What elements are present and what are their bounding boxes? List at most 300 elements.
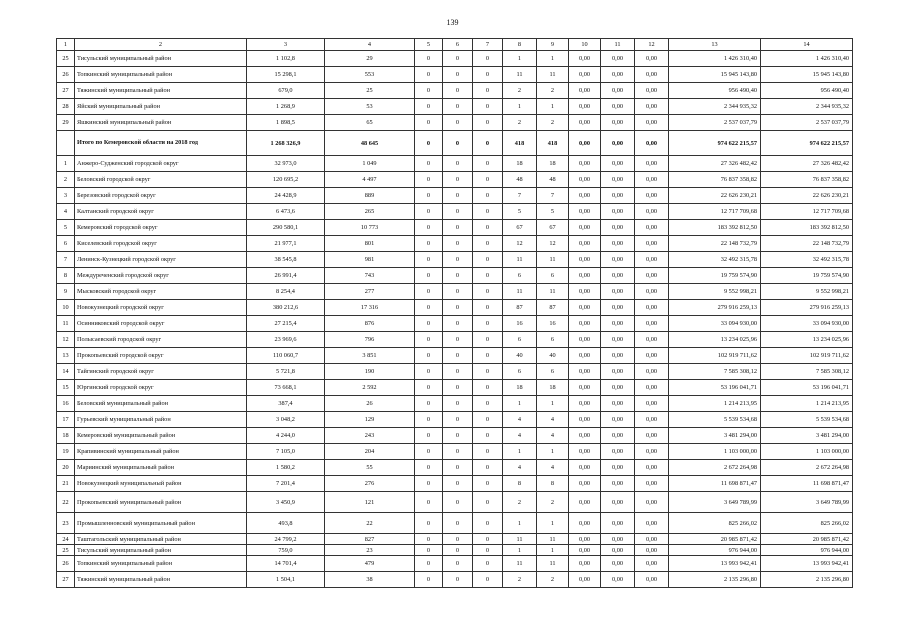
col-6-cell: 0 [443, 428, 473, 444]
col-10-cell: 0,00 [569, 300, 601, 316]
district-name-cell: Юргинский городской округ [75, 380, 247, 396]
district-name-cell: Яйский муниципальный район [75, 99, 247, 115]
col-12-cell: 0,00 [635, 51, 669, 67]
col-8-cell: 18 [503, 380, 537, 396]
col-14-cell: 974 622 215,57 [761, 131, 853, 156]
col-10-cell: 0,00 [569, 236, 601, 252]
header-cell: 13 [669, 39, 761, 51]
col-5-cell: 0 [415, 364, 443, 380]
col-11-cell: 0,00 [601, 204, 635, 220]
col-13-cell: 53 196 041,71 [669, 380, 761, 396]
col-7-cell: 0 [473, 572, 503, 588]
col-4-cell: 277 [325, 284, 415, 300]
row-number-cell: 11 [57, 316, 75, 332]
col-8-cell: 6 [503, 364, 537, 380]
col-7-cell: 0 [473, 513, 503, 534]
col-7-cell: 0 [473, 300, 503, 316]
col-8-cell: 1 [503, 51, 537, 67]
col-13-cell: 7 585 308,12 [669, 364, 761, 380]
col-3-cell: 23 969,6 [247, 332, 325, 348]
col-3-cell: 32 973,0 [247, 156, 325, 172]
table-row [57, 364, 853, 380]
col-5-cell: 0 [415, 534, 443, 545]
table-row [57, 545, 853, 556]
row-number-cell: 8 [57, 268, 75, 284]
col-9-cell: 1 [537, 396, 569, 412]
col-8-cell: 2 [503, 83, 537, 99]
col-14-cell: 19 759 574,90 [761, 268, 853, 284]
col-11-cell: 0,00 [601, 513, 635, 534]
col-10-cell: 0,00 [569, 51, 601, 67]
col-5-cell: 0 [415, 396, 443, 412]
row-number-cell: 29 [57, 115, 75, 131]
col-14-cell: 279 916 259,13 [761, 300, 853, 316]
col-9-cell: 11 [537, 534, 569, 545]
col-6-cell: 0 [443, 204, 473, 220]
col-7-cell: 0 [473, 83, 503, 99]
col-6-cell: 0 [443, 534, 473, 545]
col-8-cell: 1 [503, 545, 537, 556]
col-6-cell: 0 [443, 188, 473, 204]
col-11-cell: 0,00 [601, 380, 635, 396]
col-12-cell: 0,00 [635, 268, 669, 284]
col-4-cell: 801 [325, 236, 415, 252]
col-4-cell: 1 049 [325, 156, 415, 172]
col-8-cell: 1 [503, 444, 537, 460]
col-3-cell: 1 580,2 [247, 460, 325, 476]
col-3-cell: 290 580,1 [247, 220, 325, 236]
col-4-cell: 265 [325, 204, 415, 220]
col-8-cell: 6 [503, 268, 537, 284]
col-3-cell: 26 991,4 [247, 268, 325, 284]
col-4-cell: 23 [325, 545, 415, 556]
col-3-cell: 3 450,9 [247, 492, 325, 513]
col-8-cell: 11 [503, 534, 537, 545]
col-7-cell: 0 [473, 348, 503, 364]
col-4-cell: 38 [325, 572, 415, 588]
col-4-cell: 190 [325, 364, 415, 380]
col-5-cell: 0 [415, 83, 443, 99]
col-7-cell: 0 [473, 156, 503, 172]
header-row [57, 39, 853, 51]
district-name-cell: Киселевский городской округ [75, 236, 247, 252]
col-14-cell: 7 585 308,12 [761, 364, 853, 380]
col-11-cell: 0,00 [601, 476, 635, 492]
col-10-cell: 0,00 [569, 284, 601, 300]
col-12-cell: 0,00 [635, 284, 669, 300]
row-number-cell: 25 [57, 545, 75, 556]
row-number-cell: 26 [57, 556, 75, 572]
col-14-cell: 53 196 041,71 [761, 380, 853, 396]
district-name-cell: Беловский городской округ [75, 172, 247, 188]
col-12-cell: 0,00 [635, 492, 669, 513]
table-row [57, 172, 853, 188]
col-6-cell: 0 [443, 412, 473, 428]
col-6-cell: 0 [443, 332, 473, 348]
col-14-cell: 13 234 025,96 [761, 332, 853, 348]
col-5-cell: 0 [415, 172, 443, 188]
col-11-cell: 0,00 [601, 316, 635, 332]
col-13-cell: 22 626 230,21 [669, 188, 761, 204]
col-3-cell: 27 215,4 [247, 316, 325, 332]
col-9-cell: 1 [537, 99, 569, 115]
table-row [57, 492, 853, 513]
col-5-cell: 0 [415, 444, 443, 460]
header-cell: 14 [761, 39, 853, 51]
col-7-cell: 0 [473, 115, 503, 131]
col-7-cell: 0 [473, 51, 503, 67]
col-5-cell: 0 [415, 572, 443, 588]
col-9-cell: 418 [537, 131, 569, 156]
table-row [57, 268, 853, 284]
col-3-cell: 24 428,9 [247, 188, 325, 204]
col-8-cell: 40 [503, 348, 537, 364]
col-9-cell: 1 [537, 444, 569, 460]
col-6-cell: 0 [443, 492, 473, 513]
col-12-cell: 0,00 [635, 534, 669, 545]
col-7-cell: 0 [473, 444, 503, 460]
col-11-cell: 0,00 [601, 131, 635, 156]
col-10-cell: 0,00 [569, 460, 601, 476]
col-12-cell: 0,00 [635, 332, 669, 348]
col-5-cell: 0 [415, 300, 443, 316]
row-number-cell: 21 [57, 476, 75, 492]
col-9-cell: 11 [537, 556, 569, 572]
col-9-cell: 16 [537, 316, 569, 332]
district-name-cell: Мысковский городской округ [75, 284, 247, 300]
col-11-cell: 0,00 [601, 284, 635, 300]
col-7-cell: 0 [473, 67, 503, 83]
col-4-cell: 10 773 [325, 220, 415, 236]
col-6-cell: 0 [443, 67, 473, 83]
col-6-cell: 0 [443, 99, 473, 115]
col-14-cell: 76 837 358,82 [761, 172, 853, 188]
col-7-cell: 0 [473, 99, 503, 115]
header-cell: 2 [75, 39, 247, 51]
table-row [57, 83, 853, 99]
col-11-cell: 0,00 [601, 492, 635, 513]
row-number-cell: 27 [57, 572, 75, 588]
col-4-cell: 4 497 [325, 172, 415, 188]
col-9-cell: 12 [537, 236, 569, 252]
col-8-cell: 1 [503, 513, 537, 534]
col-10-cell: 0,00 [569, 188, 601, 204]
col-12-cell: 0,00 [635, 444, 669, 460]
col-9-cell: 48 [537, 172, 569, 188]
col-9-cell: 1 [537, 545, 569, 556]
col-6-cell: 0 [443, 513, 473, 534]
col-8-cell: 2 [503, 115, 537, 131]
col-13-cell: 22 148 732,79 [669, 236, 761, 252]
col-13-cell: 825 266,02 [669, 513, 761, 534]
col-8-cell: 11 [503, 252, 537, 268]
col-10-cell: 0,00 [569, 156, 601, 172]
col-4-cell: 827 [325, 534, 415, 545]
col-13-cell: 33 094 930,00 [669, 316, 761, 332]
col-14-cell: 3 481 294,00 [761, 428, 853, 444]
col-6-cell: 0 [443, 51, 473, 67]
col-8-cell: 5 [503, 204, 537, 220]
district-name-cell: Топкинский муниципальный район [75, 556, 247, 572]
col-11-cell: 0,00 [601, 188, 635, 204]
col-5-cell: 0 [415, 156, 443, 172]
col-3-cell: 120 695,2 [247, 172, 325, 188]
col-14-cell: 5 539 534,68 [761, 412, 853, 428]
col-12-cell: 0,00 [635, 220, 669, 236]
district-name-cell: Прокопьевский муниципальный район [75, 492, 247, 513]
col-13-cell: 956 490,40 [669, 83, 761, 99]
col-8-cell: 1 [503, 99, 537, 115]
col-13-cell: 1 214 213,95 [669, 396, 761, 412]
col-13-cell: 2 537 037,79 [669, 115, 761, 131]
col-10-cell: 0,00 [569, 83, 601, 99]
col-10-cell: 0,00 [569, 332, 601, 348]
col-14-cell: 825 266,02 [761, 513, 853, 534]
col-14-cell: 12 717 709,68 [761, 204, 853, 220]
header-cell: 9 [537, 39, 569, 51]
col-4-cell: 25 [325, 83, 415, 99]
col-3-cell: 679,0 [247, 83, 325, 99]
district-name-cell: Березовский городской округ [75, 188, 247, 204]
district-name-cell: Полысаевский городской округ [75, 332, 247, 348]
col-13-cell: 32 492 315,78 [669, 252, 761, 268]
table-row [57, 99, 853, 115]
col-3-cell: 8 254,4 [247, 284, 325, 300]
col-4-cell: 22 [325, 513, 415, 534]
col-11-cell: 0,00 [601, 156, 635, 172]
col-10-cell: 0,00 [569, 204, 601, 220]
col-5-cell: 0 [415, 204, 443, 220]
table-row [57, 51, 853, 67]
col-11-cell: 0,00 [601, 364, 635, 380]
col-4-cell: 55 [325, 460, 415, 476]
col-5-cell: 0 [415, 556, 443, 572]
col-4-cell: 26 [325, 396, 415, 412]
col-10-cell: 0,00 [569, 99, 601, 115]
header-cell: 12 [635, 39, 669, 51]
col-7-cell: 0 [473, 556, 503, 572]
col-8-cell: 6 [503, 332, 537, 348]
district-name-cell: Новокузнецкий городской округ [75, 300, 247, 316]
col-12-cell: 0,00 [635, 513, 669, 534]
col-12-cell: 0,00 [635, 236, 669, 252]
col-13-cell: 2 344 935,32 [669, 99, 761, 115]
col-5-cell: 0 [415, 412, 443, 428]
district-name-cell: Итого по Кемеровской области на 2018 год [75, 131, 247, 156]
header-cell: 8 [503, 39, 537, 51]
col-4-cell: 121 [325, 492, 415, 513]
col-4-cell: 889 [325, 188, 415, 204]
col-5-cell: 0 [415, 220, 443, 236]
col-5-cell: 0 [415, 348, 443, 364]
col-9-cell: 1 [537, 51, 569, 67]
col-8-cell: 4 [503, 460, 537, 476]
col-6-cell: 0 [443, 156, 473, 172]
table-row [57, 156, 853, 172]
col-7-cell: 0 [473, 380, 503, 396]
col-3-cell: 380 212,6 [247, 300, 325, 316]
col-9-cell: 8 [537, 476, 569, 492]
header-cell: 4 [325, 39, 415, 51]
col-3-cell: 1 268,9 [247, 99, 325, 115]
district-name-cell: Крапивинский муниципальный район [75, 444, 247, 460]
col-13-cell: 279 916 259,13 [669, 300, 761, 316]
table-row [57, 556, 853, 572]
table-row [57, 204, 853, 220]
col-12-cell: 0,00 [635, 412, 669, 428]
row-number-cell: 13 [57, 348, 75, 364]
col-12-cell: 0,00 [635, 364, 669, 380]
col-3-cell: 7 201,4 [247, 476, 325, 492]
col-14-cell: 976 944,00 [761, 545, 853, 556]
col-7-cell: 0 [473, 188, 503, 204]
col-7-cell: 0 [473, 131, 503, 156]
col-12-cell: 0,00 [635, 556, 669, 572]
col-7-cell: 0 [473, 316, 503, 332]
col-11-cell: 0,00 [601, 67, 635, 83]
col-12-cell: 0,00 [635, 300, 669, 316]
col-10-cell: 0,00 [569, 172, 601, 188]
col-4-cell: 796 [325, 332, 415, 348]
table-row [57, 115, 853, 131]
col-8-cell: 87 [503, 300, 537, 316]
col-10-cell: 0,00 [569, 513, 601, 534]
col-13-cell: 15 945 143,80 [669, 67, 761, 83]
district-name-cell: Мариинский муниципальный район [75, 460, 247, 476]
col-10-cell: 0,00 [569, 556, 601, 572]
col-9-cell: 1 [537, 513, 569, 534]
report-table [56, 38, 853, 588]
header-cell: 1 [57, 39, 75, 51]
col-6-cell: 0 [443, 545, 473, 556]
row-number-cell: 25 [57, 51, 75, 67]
col-12-cell: 0,00 [635, 460, 669, 476]
col-10-cell: 0,00 [569, 131, 601, 156]
district-name-cell: Ленинск-Кузнецкий городской округ [75, 252, 247, 268]
col-4-cell: 981 [325, 252, 415, 268]
col-11-cell: 0,00 [601, 172, 635, 188]
col-4-cell: 129 [325, 412, 415, 428]
district-name-cell: Тяжинский муниципальный район [75, 83, 247, 99]
col-14-cell: 33 094 930,00 [761, 316, 853, 332]
col-5-cell: 0 [415, 545, 443, 556]
col-14-cell: 1 426 310,40 [761, 51, 853, 67]
col-5-cell: 0 [415, 188, 443, 204]
col-10-cell: 0,00 [569, 348, 601, 364]
col-3-cell: 1 102,8 [247, 51, 325, 67]
col-3-cell: 73 668,1 [247, 380, 325, 396]
col-11-cell: 0,00 [601, 83, 635, 99]
table-row [57, 534, 853, 545]
col-14-cell: 22 626 230,21 [761, 188, 853, 204]
col-5-cell: 0 [415, 51, 443, 67]
row-number-cell: 2 [57, 172, 75, 188]
col-13-cell: 2 135 296,80 [669, 572, 761, 588]
row-number-cell: 28 [57, 99, 75, 115]
table-row [57, 188, 853, 204]
col-11-cell: 0,00 [601, 460, 635, 476]
col-13-cell: 20 985 871,42 [669, 534, 761, 545]
total-row [57, 131, 853, 156]
district-name-cell: Гурьевский муниципальный район [75, 412, 247, 428]
col-10-cell: 0,00 [569, 412, 601, 428]
col-10-cell: 0,00 [569, 572, 601, 588]
row-number-cell: 6 [57, 236, 75, 252]
col-6-cell: 0 [443, 460, 473, 476]
col-4-cell: 876 [325, 316, 415, 332]
col-8-cell: 1 [503, 396, 537, 412]
col-3-cell: 387,4 [247, 396, 325, 412]
district-name-cell: Кемеровский городской округ [75, 220, 247, 236]
col-11-cell: 0,00 [601, 300, 635, 316]
table-row [57, 236, 853, 252]
col-11-cell: 0,00 [601, 268, 635, 284]
col-3-cell: 1 504,1 [247, 572, 325, 588]
col-5-cell: 0 [415, 131, 443, 156]
col-6-cell: 0 [443, 131, 473, 156]
col-13-cell: 5 539 534,68 [669, 412, 761, 428]
col-10-cell: 0,00 [569, 534, 601, 545]
col-4-cell: 553 [325, 67, 415, 83]
col-12-cell: 0,00 [635, 476, 669, 492]
col-3-cell: 3 048,2 [247, 412, 325, 428]
col-9-cell: 11 [537, 284, 569, 300]
col-7-cell: 0 [473, 332, 503, 348]
col-12-cell: 0,00 [635, 316, 669, 332]
col-13-cell: 13 993 942,41 [669, 556, 761, 572]
col-13-cell: 1 103 000,00 [669, 444, 761, 460]
col-5-cell: 0 [415, 268, 443, 284]
col-6-cell: 0 [443, 396, 473, 412]
row-number-cell: 16 [57, 396, 75, 412]
col-10-cell: 0,00 [569, 115, 601, 131]
col-9-cell: 4 [537, 412, 569, 428]
col-14-cell: 13 993 942,41 [761, 556, 853, 572]
col-4-cell: 48 645 [325, 131, 415, 156]
district-name-cell: Промышленновский муниципальный район [75, 513, 247, 534]
col-8-cell: 4 [503, 412, 537, 428]
district-name-cell: Осинниковский городской округ [75, 316, 247, 332]
col-5-cell: 0 [415, 67, 443, 83]
row-number-cell: 24 [57, 534, 75, 545]
col-8-cell: 11 [503, 284, 537, 300]
row-number-cell: 18 [57, 428, 75, 444]
col-3-cell: 6 473,6 [247, 204, 325, 220]
col-9-cell: 87 [537, 300, 569, 316]
col-5-cell: 0 [415, 332, 443, 348]
col-14-cell: 1 103 000,00 [761, 444, 853, 460]
col-12-cell: 0,00 [635, 172, 669, 188]
col-4-cell: 276 [325, 476, 415, 492]
col-14-cell: 2 672 264,98 [761, 460, 853, 476]
row-number-cell: 22 [57, 492, 75, 513]
col-3-cell: 15 298,1 [247, 67, 325, 83]
district-name-cell: Тяжинский муниципальный район [75, 572, 247, 588]
col-3-cell: 5 721,8 [247, 364, 325, 380]
col-6-cell: 0 [443, 364, 473, 380]
col-12-cell: 0,00 [635, 572, 669, 588]
row-number-cell: 9 [57, 284, 75, 300]
col-13-cell: 9 552 998,21 [669, 284, 761, 300]
col-10-cell: 0,00 [569, 444, 601, 460]
col-9-cell: 2 [537, 492, 569, 513]
col-11-cell: 0,00 [601, 534, 635, 545]
col-9-cell: 40 [537, 348, 569, 364]
col-5-cell: 0 [415, 252, 443, 268]
header-cell: 3 [247, 39, 325, 51]
row-number-cell: 17 [57, 412, 75, 428]
page-number: 139 [446, 18, 459, 27]
